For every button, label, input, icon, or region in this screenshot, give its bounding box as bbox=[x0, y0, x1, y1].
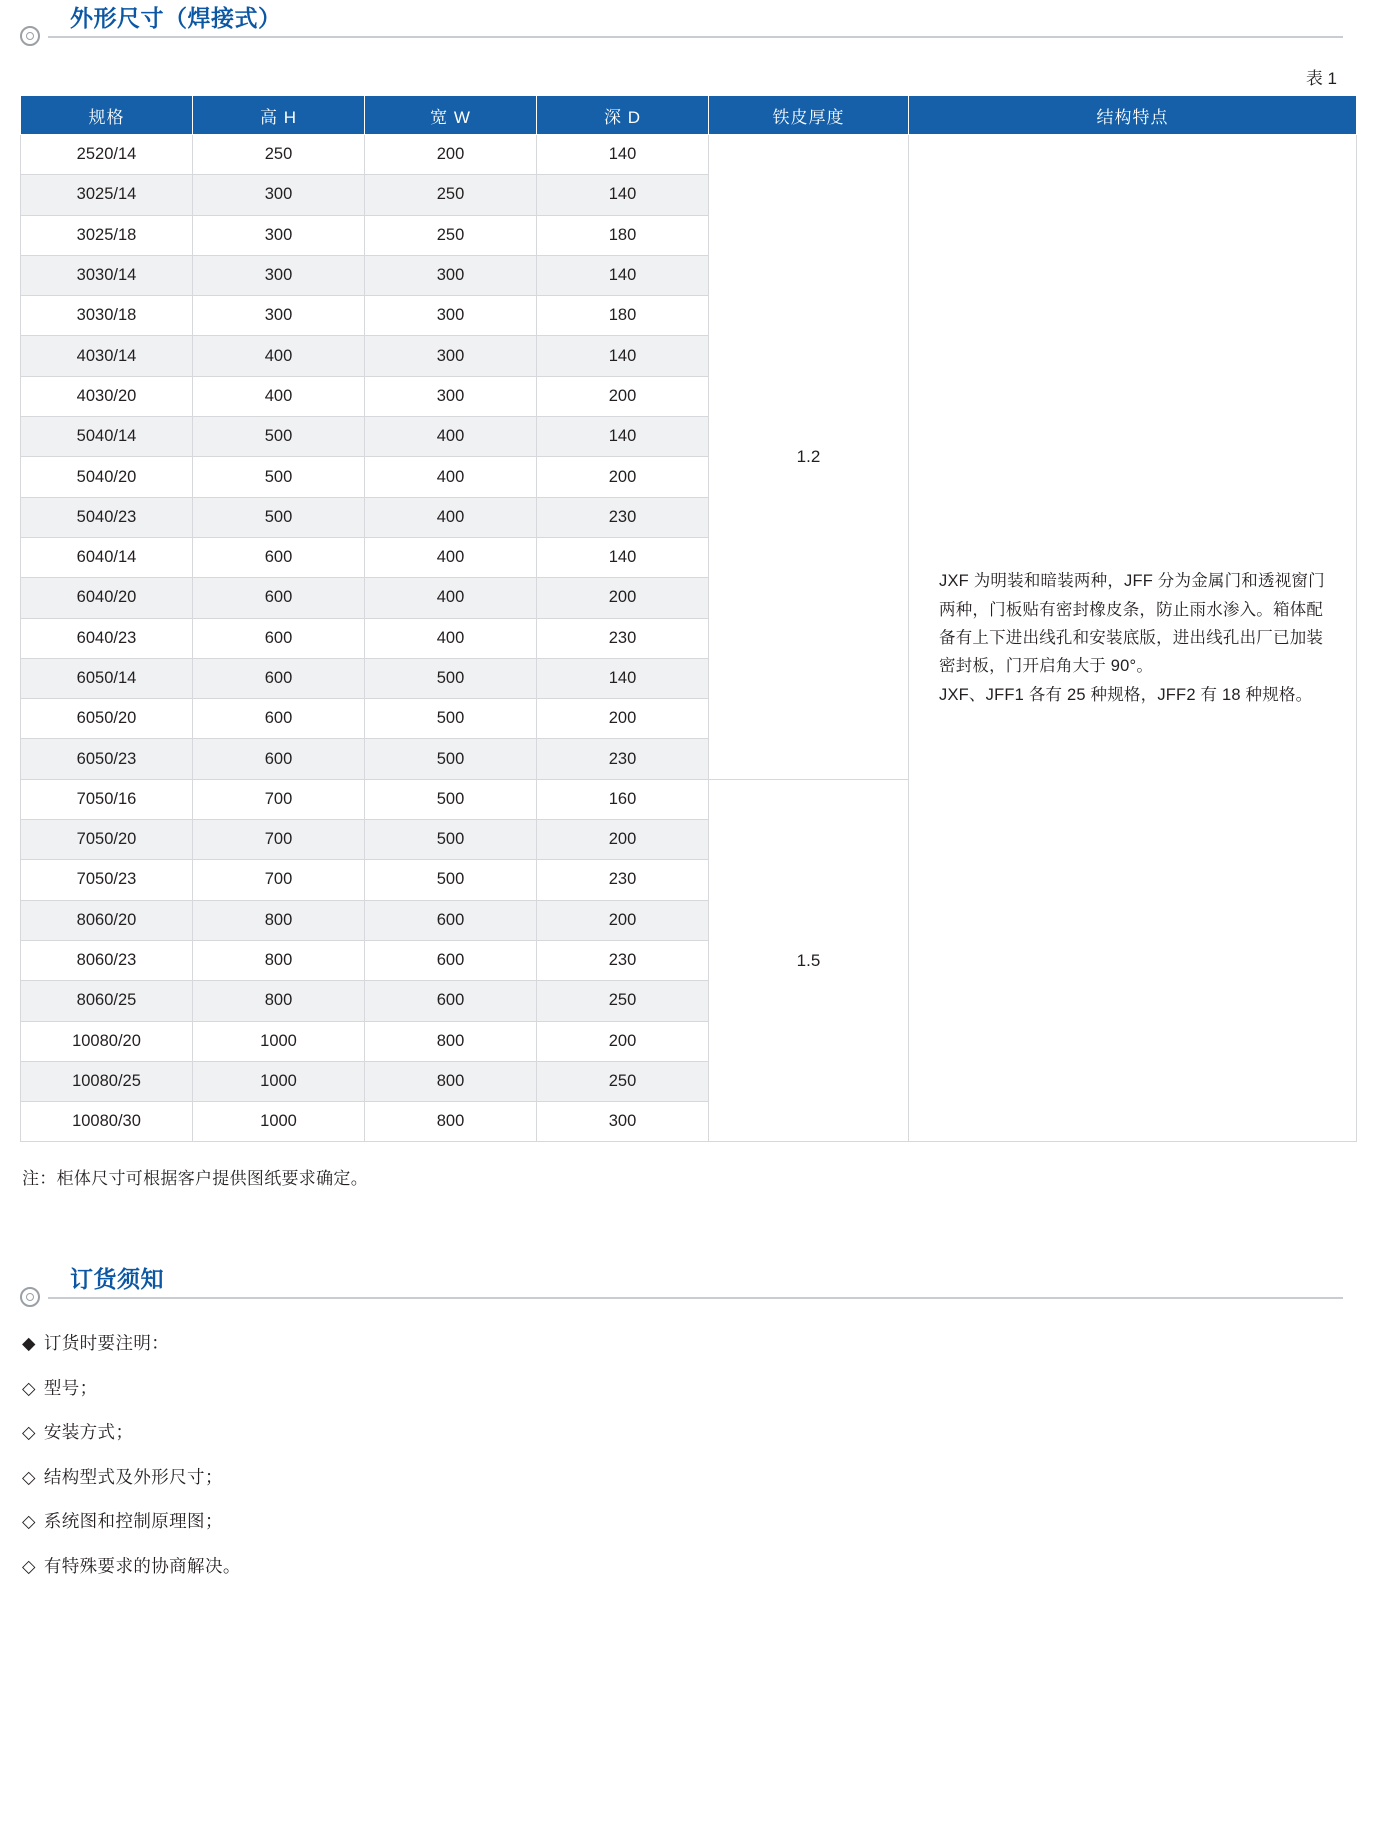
cell-depth: 200 bbox=[537, 820, 709, 860]
cell-width: 400 bbox=[365, 618, 537, 658]
cell-spec: 3025/18 bbox=[21, 215, 193, 255]
cell-depth: 230 bbox=[537, 739, 709, 779]
list-item-label: 型号； bbox=[43, 1377, 98, 1398]
cell-height: 600 bbox=[193, 739, 365, 779]
hollow-diamond-icon: ◇ bbox=[22, 1555, 36, 1576]
cell-width: 500 bbox=[365, 779, 537, 819]
cell-width: 300 bbox=[365, 376, 537, 416]
cell-height: 1000 bbox=[193, 1102, 365, 1142]
cell-height: 400 bbox=[193, 336, 365, 376]
cell-depth: 200 bbox=[537, 900, 709, 940]
table-note: 注：柜体尺寸可根据客户提供图纸要求确定。 bbox=[22, 1169, 368, 1189]
cell-depth: 250 bbox=[537, 981, 709, 1021]
list-item-label: 安装方式； bbox=[43, 1422, 134, 1443]
cell-height: 300 bbox=[193, 215, 365, 255]
cell-width: 200 bbox=[365, 135, 537, 175]
cell-width: 250 bbox=[365, 215, 537, 255]
cell-width: 800 bbox=[365, 1102, 537, 1142]
cell-spec: 4030/20 bbox=[21, 376, 193, 416]
cell-depth: 160 bbox=[537, 779, 709, 819]
cell-depth: 200 bbox=[537, 1021, 709, 1061]
order-requirements-list bbox=[22, 1335, 1353, 1575]
cell-height: 500 bbox=[193, 417, 365, 457]
cell-depth: 200 bbox=[537, 699, 709, 739]
cell-width: 400 bbox=[365, 457, 537, 497]
cell-height: 500 bbox=[193, 457, 365, 497]
col-header-depth: 深 D bbox=[537, 96, 709, 135]
cell-spec: 6040/14 bbox=[21, 537, 193, 577]
cell-width: 600 bbox=[365, 940, 537, 980]
cell-depth: 230 bbox=[537, 497, 709, 537]
list-item bbox=[22, 1555, 1353, 1576]
cell-width: 500 bbox=[365, 699, 537, 739]
col-header-width: 宽 W bbox=[365, 96, 537, 135]
cell-width: 500 bbox=[365, 820, 537, 860]
cell-width: 300 bbox=[365, 336, 537, 376]
cell-width: 500 bbox=[365, 658, 537, 698]
cell-width: 400 bbox=[365, 537, 537, 577]
cell-width: 250 bbox=[365, 175, 537, 215]
ring-decoration-icon bbox=[20, 1287, 40, 1307]
cell-height: 800 bbox=[193, 900, 365, 940]
list-item bbox=[22, 1377, 1353, 1398]
cell-depth: 230 bbox=[537, 618, 709, 658]
cell-spec: 7050/20 bbox=[21, 820, 193, 860]
cell-height: 300 bbox=[193, 175, 365, 215]
cell-spec: 10080/20 bbox=[21, 1021, 193, 1061]
table-caption: 表 1 bbox=[1305, 69, 1337, 88]
cell-width: 300 bbox=[365, 255, 537, 295]
cell-spec: 2520/14 bbox=[21, 135, 193, 175]
page-title: 外形尺寸（焊接式） bbox=[70, 5, 282, 31]
cell-height: 600 bbox=[193, 699, 365, 739]
cell-depth: 200 bbox=[537, 457, 709, 497]
section-header-order bbox=[48, 1261, 1343, 1307]
cell-height: 600 bbox=[193, 578, 365, 618]
cell-spec: 7050/16 bbox=[21, 779, 193, 819]
cell-spec: 5040/20 bbox=[21, 457, 193, 497]
hollow-diamond-icon: ◇ bbox=[22, 1466, 36, 1487]
list-item-label: 系统图和控制原理图； bbox=[43, 1511, 223, 1532]
order-title: 订货须知 bbox=[70, 1266, 164, 1293]
cell-spec: 8060/23 bbox=[21, 940, 193, 980]
cell-width: 800 bbox=[365, 1061, 537, 1101]
list-item bbox=[22, 1424, 1353, 1442]
cell-spec: 8060/25 bbox=[21, 981, 193, 1021]
cell-depth: 180 bbox=[537, 296, 709, 336]
cell-depth: 140 bbox=[537, 417, 709, 457]
cell-depth: 230 bbox=[537, 860, 709, 900]
cell-height: 1000 bbox=[193, 1061, 365, 1101]
cell-depth: 250 bbox=[537, 1061, 709, 1101]
header-divider bbox=[48, 1297, 1343, 1299]
cell-spec: 6050/20 bbox=[21, 699, 193, 739]
cell-width: 500 bbox=[365, 860, 537, 900]
cell-height: 300 bbox=[193, 255, 365, 295]
cell-width: 500 bbox=[365, 739, 537, 779]
cell-width: 400 bbox=[365, 497, 537, 537]
table-row bbox=[21, 135, 1357, 175]
list-item-label: 订货时要注明： bbox=[43, 1333, 170, 1354]
col-header-structure: 结构特点 bbox=[909, 96, 1357, 135]
hollow-diamond-icon: ◇ bbox=[22, 1511, 36, 1532]
cell-height: 600 bbox=[193, 658, 365, 698]
cell-height: 1000 bbox=[193, 1021, 365, 1061]
cell-height: 300 bbox=[193, 296, 365, 336]
cell-spec: 3030/14 bbox=[21, 255, 193, 295]
cell-width: 400 bbox=[365, 417, 537, 457]
cell-width: 400 bbox=[365, 578, 537, 618]
cell-spec: 4030/14 bbox=[21, 336, 193, 376]
cell-structure-features: JXF 为明装和暗装两种，JFF 分为金属门和透视窗门两种，门板贴有密封橡皮条，防止雨水渗入。箱体配备有上下进出线孔和安装底版，进出线孔出厂已加装密封板，门开启角大于 90°。 JXF、JFF1 各有 25 种规格，JFF2 有 18 种规格。 bbox=[909, 135, 1357, 1142]
list-item-label: 结构型式及外形尺寸； bbox=[43, 1466, 223, 1487]
cell-depth: 140 bbox=[537, 255, 709, 295]
cell-spec: 5040/14 bbox=[21, 417, 193, 457]
cell-depth: 200 bbox=[537, 578, 709, 618]
hollow-diamond-icon: ◇ bbox=[22, 1377, 36, 1398]
header-divider bbox=[48, 36, 1343, 38]
cell-thickness: 1.2 bbox=[709, 135, 909, 780]
cell-height: 250 bbox=[193, 135, 365, 175]
cell-spec: 10080/30 bbox=[21, 1102, 193, 1142]
cell-width: 600 bbox=[365, 981, 537, 1021]
table-header-row bbox=[21, 96, 1357, 135]
cell-height: 700 bbox=[193, 860, 365, 900]
filled-diamond-icon: ◆ bbox=[22, 1333, 36, 1354]
col-header-height: 高 H bbox=[193, 96, 365, 135]
cell-height: 500 bbox=[193, 497, 365, 537]
cell-depth: 180 bbox=[537, 215, 709, 255]
cell-spec: 5040/23 bbox=[21, 497, 193, 537]
cell-spec: 6050/14 bbox=[21, 658, 193, 698]
cell-height: 600 bbox=[193, 618, 365, 658]
list-item-label: 有特殊要求的协商解决。 bbox=[43, 1555, 241, 1576]
ring-decoration-icon bbox=[20, 26, 40, 46]
cell-height: 400 bbox=[193, 376, 365, 416]
cell-depth: 140 bbox=[537, 658, 709, 698]
cell-width: 300 bbox=[365, 296, 537, 336]
cell-thickness: 1.5 bbox=[709, 779, 909, 1142]
cell-depth: 140 bbox=[537, 175, 709, 215]
table-body bbox=[21, 135, 1357, 1142]
section-header-dimensions bbox=[48, 0, 1343, 46]
cell-depth: 140 bbox=[537, 135, 709, 175]
hollow-diamond-icon: ◇ bbox=[22, 1422, 36, 1443]
cell-spec: 6040/20 bbox=[21, 578, 193, 618]
list-item bbox=[22, 1335, 1353, 1353]
cell-depth: 200 bbox=[537, 376, 709, 416]
order-notice-block bbox=[20, 1261, 1353, 1575]
list-item bbox=[22, 1513, 1353, 1531]
cell-width: 800 bbox=[365, 1021, 537, 1061]
cell-height: 600 bbox=[193, 537, 365, 577]
cell-spec: 6040/23 bbox=[21, 618, 193, 658]
cell-spec: 3030/18 bbox=[21, 296, 193, 336]
cell-depth: 140 bbox=[537, 537, 709, 577]
col-header-thickness: 铁皮厚度 bbox=[709, 96, 909, 135]
table-head bbox=[21, 96, 1357, 135]
col-header-spec: 规格 bbox=[21, 96, 193, 135]
cell-spec: 6050/23 bbox=[21, 739, 193, 779]
cell-spec: 3025/14 bbox=[21, 175, 193, 215]
dimensions-table bbox=[20, 95, 1357, 1142]
cell-height: 700 bbox=[193, 779, 365, 819]
cell-depth: 230 bbox=[537, 940, 709, 980]
cell-spec: 8060/20 bbox=[21, 900, 193, 940]
cell-height: 800 bbox=[193, 981, 365, 1021]
list-item bbox=[22, 1466, 1353, 1487]
cell-spec: 7050/23 bbox=[21, 860, 193, 900]
cell-height: 700 bbox=[193, 820, 365, 860]
cell-width: 600 bbox=[365, 900, 537, 940]
cell-depth: 300 bbox=[537, 1102, 709, 1142]
cell-spec: 10080/25 bbox=[21, 1061, 193, 1101]
cell-height: 800 bbox=[193, 940, 365, 980]
cell-depth: 140 bbox=[537, 336, 709, 376]
